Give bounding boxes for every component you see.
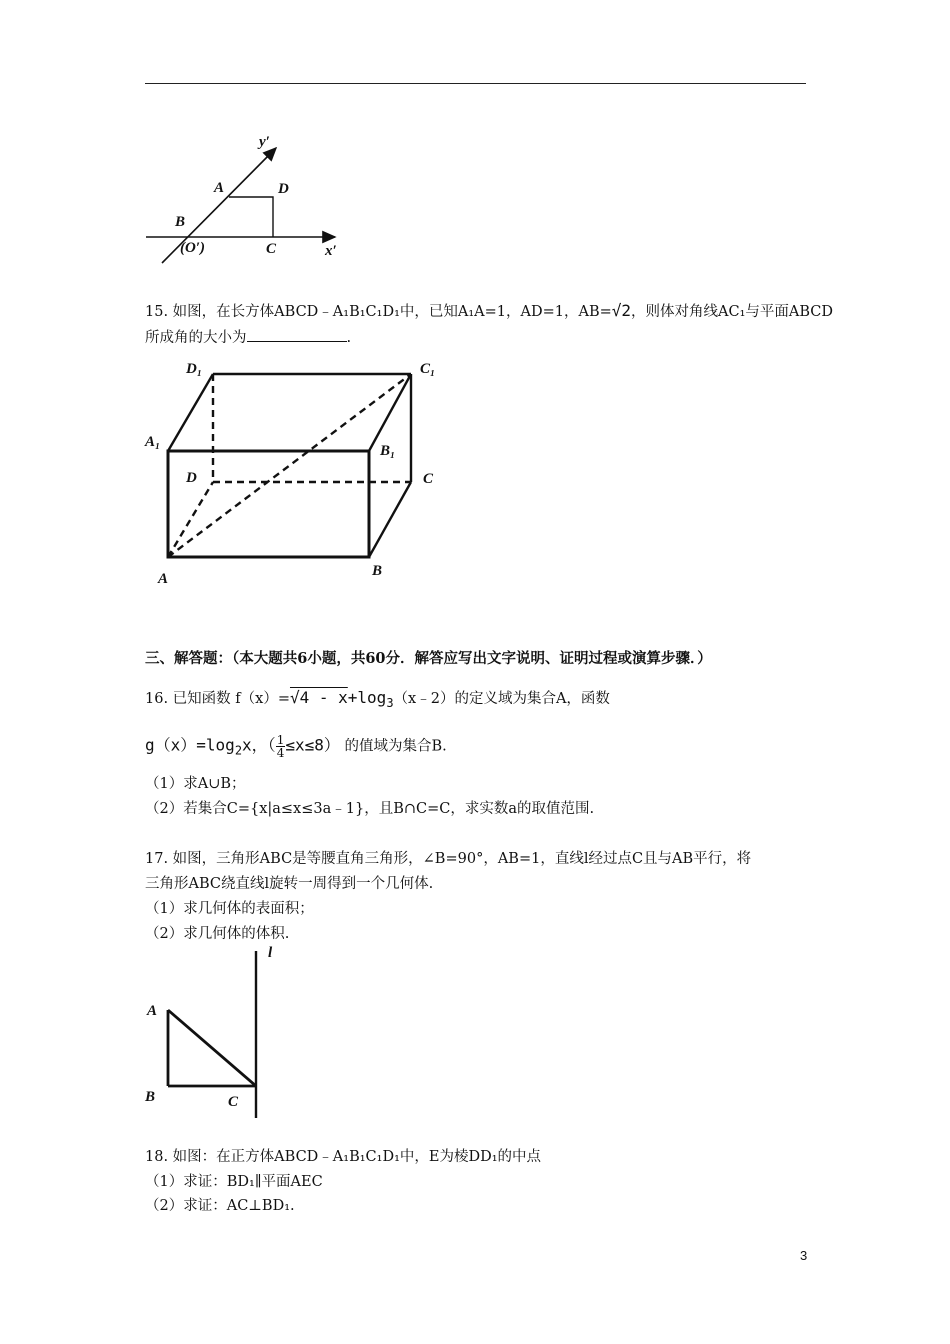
label-C: C — [228, 1094, 239, 1110]
q16-part1: （1）求A∪B； — [145, 776, 246, 792]
figure14-rect — [229, 197, 273, 237]
q15-line2: 所成角的大小为 . — [145, 330, 352, 346]
q17-line1: 17. 如图，三角形ABC是等腰直角三角形，∠B=90°，AB=1，直线l经过点C且与AB平行，将 — [145, 851, 752, 867]
q18-part1: （1）求证：BD₁∥平面AEC — [145, 1174, 323, 1190]
front-face — [168, 451, 369, 557]
label-D: D — [186, 470, 197, 486]
hidden-edge — [168, 482, 213, 557]
answer-blank — [247, 329, 347, 342]
q16-line1: 16. 已知函数 $f(x)=√4 - x+\log_3(x﹣2)$的定义域为集合A，函数 — [145, 688, 610, 710]
diagonal-AC1 — [168, 374, 411, 557]
label-O-prime: (O′) — [180, 240, 206, 256]
q17-line2: 三角形ABC绕直线l旋转一周得到一个几何体. — [145, 876, 434, 892]
label-D1: D₁ — [186, 361, 203, 377]
label-x-prime: x′ — [325, 243, 337, 259]
label-A: A — [147, 1003, 158, 1019]
label-C: C — [266, 241, 277, 257]
label-B: B — [145, 1089, 156, 1105]
label-A: A — [214, 180, 225, 196]
q17-part1: （1）求几何体的表面积； — [145, 901, 314, 917]
label-C: C — [423, 471, 434, 487]
figure-15 — [168, 374, 411, 557]
label-D: D — [278, 181, 289, 197]
label-B1: B₁ — [380, 443, 396, 459]
q18-part2: （2）求证：AC⊥BD₁. — [145, 1198, 295, 1214]
q16-line2: $g(x)=\log_2x$，（ $\frac{1}{4}$ ≤x≤8） 的值域为集合B. — [145, 733, 447, 760]
label-C1: C₁ — [420, 361, 436, 377]
section-3-heading: 三、解答题：（本大题共6小题，共60分．解答应写出文字说明、证明过程或演算步骤．） — [145, 650, 712, 667]
page-number: 3 — [800, 1248, 808, 1263]
label-B: B — [175, 214, 186, 230]
q17-part2: （2）求几何体的体积. — [145, 926, 290, 942]
q16-part2: （2）若集合C={x|a≤x≤3a﹣1}，且B∩C=C，求实数a的取值范围. — [145, 801, 595, 817]
label-A: A — [158, 571, 169, 587]
q18-line1: 18. 如图：在正方体ABCD﹣A₁B₁C₁D₁中，E为棱DD₁的中点 — [145, 1149, 542, 1165]
label-y-prime: y′ — [259, 134, 270, 150]
fraction-one-quarter: $\frac{1}{4}$ — [276, 733, 285, 760]
label-B: B — [372, 563, 383, 579]
label-l: l — [268, 945, 273, 961]
label-A1: A₁ — [145, 434, 161, 450]
figure-17 — [168, 951, 256, 1118]
q15-line1: 15. 如图，在长方体ABCD﹣A₁B₁C₁D₁中，已知A₁A=1，AD=1，AB=√2，则体对角线AC₁与平面ABCD — [145, 301, 834, 320]
